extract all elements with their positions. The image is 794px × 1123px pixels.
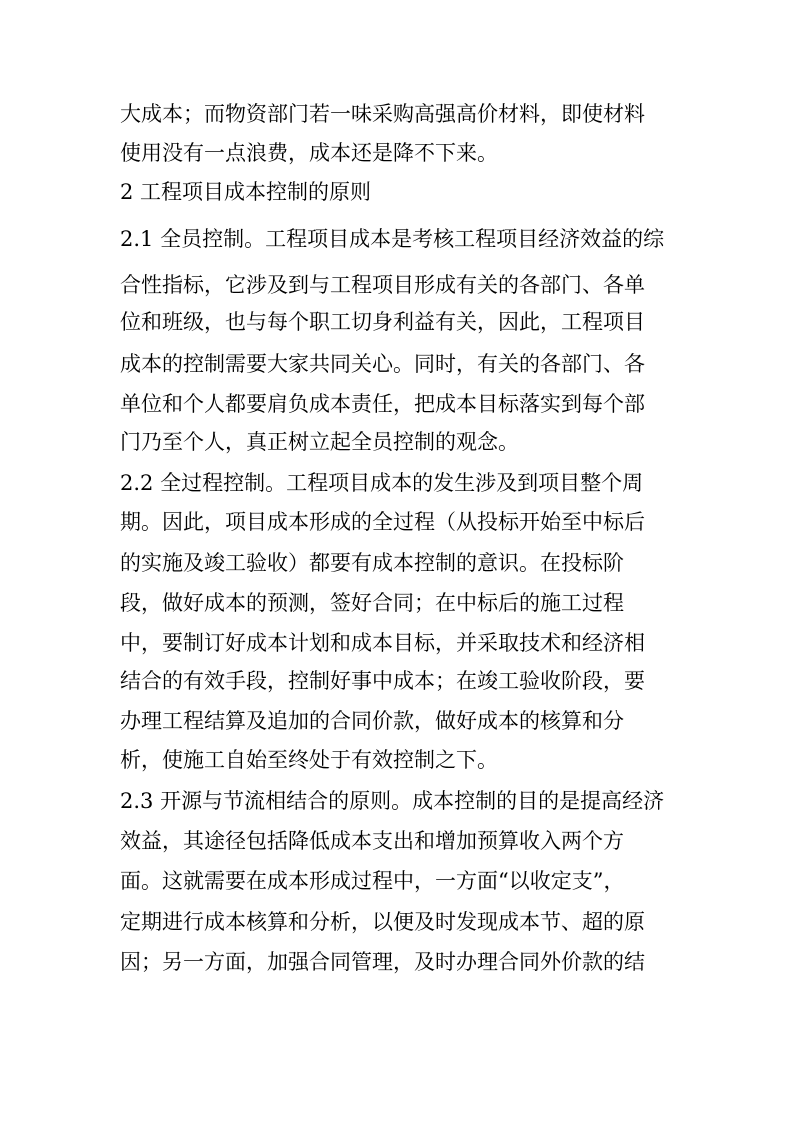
- text-line: 析，使施工自始至终处于有效控制之下。: [120, 748, 498, 772]
- text-line: 中，要制订好成本计划和成本目标，并采取技术和经济相: [120, 631, 645, 655]
- text-line: 期。因此，项目成本形成的全过程（从投标开始至中标后: [120, 510, 645, 534]
- text-line: 合性指标，它涉及到与工程项目形成有关的各部门、各单: [120, 273, 645, 297]
- text-line: 使用没有一点浪费，成本还是降不下来。: [120, 141, 498, 165]
- text-line: 大成本；而物资部门若一味采购高强高价材料，即使材料: [120, 102, 645, 126]
- text-line: 效益，其途径包括降低成本支出和增加预算收入两个方: [120, 829, 624, 853]
- text-line: 办理工程结算及追加的合同价款，做好成本的核算和分: [120, 709, 624, 733]
- text-line: 因；另一方面，加强合同管理，及时办理合同外价款的结: [120, 950, 645, 974]
- text-line: 成本的控制需要大家共同关心。同时，有关的各部门、各: [120, 352, 645, 376]
- section-heading: 2 工程项目成本控制的原则: [120, 180, 372, 204]
- text-line: 位和班级，也与每个职工切身利益有关，因此，工程项目: [120, 310, 645, 334]
- text-line: 定期进行成本核算和分析，以便及时发现成本节、超的原: [120, 910, 645, 934]
- text-line: 2.3 开源与节流相结合的原则。成本控制的目的是提高经济: [120, 789, 665, 813]
- text-line: 单位和个人都要肩负成本责任，把成本目标落实到每个部: [120, 392, 645, 416]
- text-line: 结合的有效手段，控制好事中成本；在竣工验收阶段，要: [120, 669, 645, 693]
- text-line: 的实施及竣工验收）都要有成本控制的意识。在投标阶: [120, 551, 624, 575]
- text-line: 2.1 全员控制。工程项目成本是考核工程项目经济效益的综: [120, 227, 665, 251]
- text-line: 2.2 全过程控制。工程项目成本的发生涉及到项目整个周: [120, 471, 644, 495]
- text-line: 面。这就需要在成本形成过程中，一方面“以收定支”，: [120, 869, 625, 893]
- text-line: 段，做好成本的预测，签好合同；在中标后的施工过程: [120, 591, 624, 615]
- text-line: 门乃至个人，真正树立起全员控制的观念。: [120, 430, 519, 454]
